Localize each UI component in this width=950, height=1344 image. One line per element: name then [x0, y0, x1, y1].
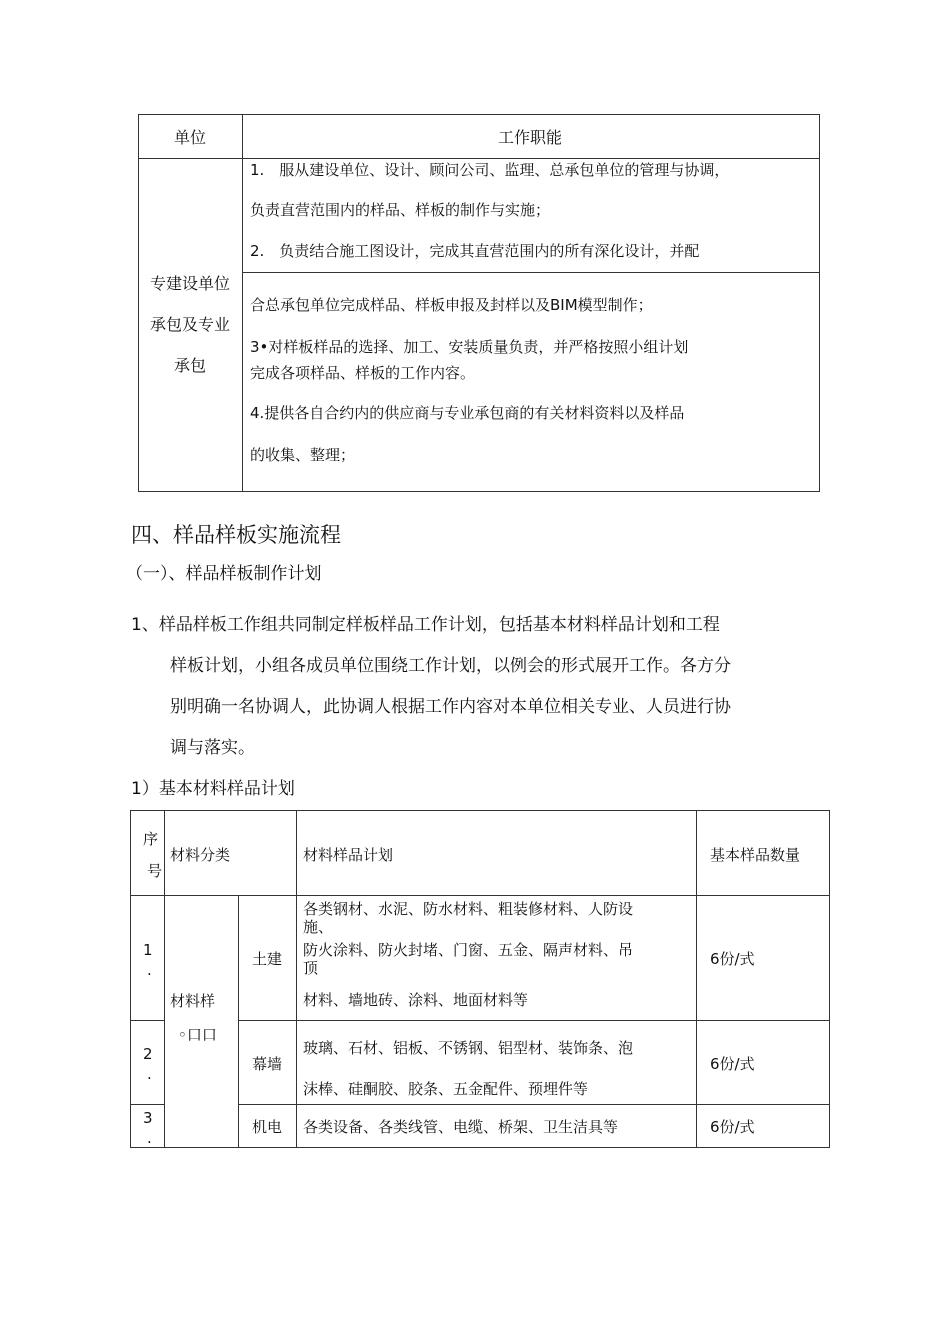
list-title: 1）基本材料样品计划: [131, 779, 295, 799]
row-3-seq: 3: [143, 1109, 153, 1127]
materials-header-qty: 基本样品数量: [710, 846, 801, 864]
duty-line-6: 完成各项样品、样板的工作内容。: [250, 364, 476, 382]
row-3-plan-line-1: 各类设备、各类线管、电缆、桥架、卫生洁具等: [303, 1118, 619, 1136]
paragraph-line-1: 1、样品样板工作组共同制定样板样品工作计划，包括基本材料样品计划和工程: [131, 615, 720, 635]
unit-line-3: 承包: [174, 356, 207, 375]
section-title: 四、样品样板实施流程: [131, 523, 341, 547]
paragraph-line-4: 调与落实。: [170, 738, 255, 758]
materials-category-main-2: ◦口口: [178, 1026, 217, 1044]
row-1-plan-line-5: 材料、墙地砖、涂料、地面材料等: [303, 991, 529, 1009]
duty-line-8: 的收集、整理；: [250, 446, 356, 464]
materials-header-seq-1: 序: [143, 830, 159, 848]
duties-table-col-divider: [242, 114, 243, 492]
row-1-seq: 1: [143, 941, 153, 959]
row-3-seq-mark: .: [147, 1129, 152, 1147]
unit-line-1: 专建设单位: [150, 274, 231, 293]
materials-header-category: 材料分类: [170, 846, 231, 864]
materials-row-divider-1: [130, 1020, 165, 1021]
row-1-plan-line-3: 防火涂料、防火封堵、门窗、五金、隔声材料、吊: [303, 941, 634, 959]
row-2-plan-line-2: 沫棒、硅酮胶、胶条、五金配件、预埋件等: [303, 1080, 589, 1098]
duty-line-5: 3•对样板样品的选择、加工、安装质量负责，并严格按照小组计划: [250, 338, 689, 356]
duty-line-3: 2. 负责结合施工图设计，完成其直营范围内的所有深化设计，并配: [250, 242, 700, 260]
row-1-plan-line-1: 各类钢材、水泥、防水材料、粗装修材料、人防设: [303, 900, 634, 918]
row-3-qty: 6份/式: [710, 1118, 755, 1136]
materials-col-line-plan: [296, 810, 297, 1148]
duties-header-unit: 单位: [174, 128, 207, 147]
row-2-sub: 幕墙: [252, 1055, 283, 1073]
materials-col-line-qty: [696, 810, 697, 1148]
materials-col-line-seq: [164, 810, 165, 1148]
row-1-qty: 6份/式: [710, 950, 755, 968]
materials-row-divider-1b: [238, 1020, 830, 1021]
materials-header-seq-2: 号: [147, 862, 163, 880]
row-1-sub: 土建: [252, 950, 283, 968]
row-2-plan-line-1: 玻璃、石材、铝板、不锈钢、铝型材、装饰条、泡: [303, 1039, 634, 1057]
paragraph-line-2: 样板计划，小组各成员单位围绕工作计划，以例会的形式展开工作。各方分: [170, 656, 731, 676]
row-2-qty: 6份/式: [710, 1055, 755, 1073]
duties-header-duty: 工作职能: [498, 128, 563, 147]
materials-header-divider: [130, 895, 830, 896]
duty-line-7: 4.提供各自合约内的供应商与专业承包商的有关材料资料以及样品: [250, 404, 685, 422]
duties-table-duty-split: [242, 272, 820, 273]
row-2-seq: 2: [143, 1045, 153, 1063]
materials-header-plan: 材料样品计划: [303, 846, 394, 864]
row-2-seq-mark: .: [147, 1065, 152, 1083]
row-1-plan-line-2: 施、: [303, 918, 334, 936]
row-1-seq-mark: .: [147, 961, 152, 979]
materials-row-divider-2b: [238, 1104, 830, 1105]
materials-category-main-1: 材料样: [170, 992, 216, 1010]
paragraph-line-3: 别明确一名协调人，此协调人根据工作内容对本单位相关专业、人员进行协: [170, 697, 731, 717]
duty-line-1: 1. 服从建设单位、设计、顾问公司、监理、总承包单位的管理与协调，: [250, 161, 730, 179]
subsection-title: （一）、样品样板制作计划: [126, 564, 322, 584]
materials-col-line-sub: [238, 895, 239, 1148]
duties-table-header-divider: [138, 158, 820, 159]
row-1-plan-line-4: 顶: [303, 959, 319, 977]
row-3-sub: 机电: [252, 1118, 283, 1136]
duty-line-2: 负责直营范围内的样品、样板的制作与实施；: [250, 201, 551, 219]
duty-line-4: 合总承包单位完成样品、样板申报及封样以及BIM模型制作；: [250, 296, 653, 314]
materials-row-divider-2: [130, 1104, 165, 1105]
unit-line-2: 承包及专业: [150, 315, 231, 334]
